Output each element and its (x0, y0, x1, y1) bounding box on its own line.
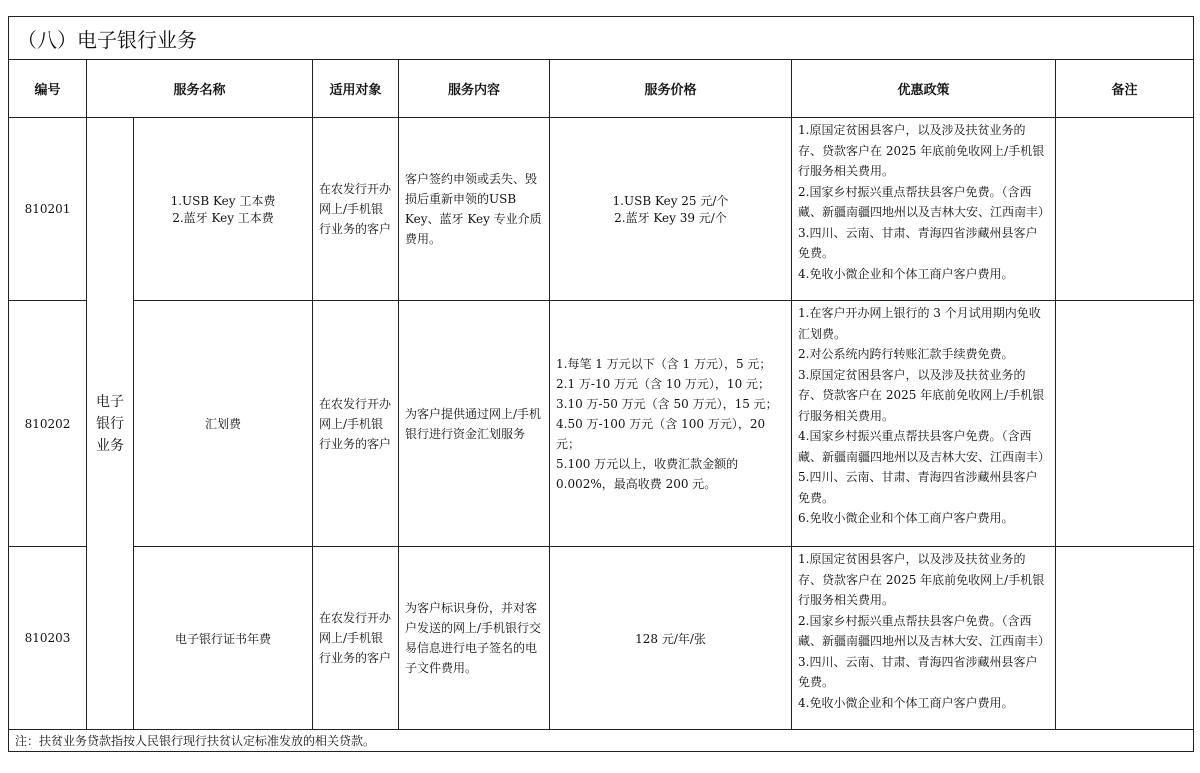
policy-line: 2.对公系统内跨行转账汇款手续费免费。 (798, 347, 1014, 361)
fee-table (8, 16, 1194, 752)
section-title: （八）电子银行业务 (9, 17, 1194, 60)
row-service-name (134, 547, 313, 730)
header-price: 服务价格 (550, 60, 792, 118)
policy-line: 1.原国定贫困县客户，以及涉及扶贫业务的存、贷款客户在 2025 年底前免收网上/手机银行服务相关费用。 (798, 552, 1045, 607)
row-code: 810203 (9, 547, 87, 730)
policy-line: 1.在客户开办网上银行的 3 个月试用期内免收汇划费。 (798, 306, 1041, 341)
policy-line: 2.国家乡村振兴重点帮扶县客户免费。（含西藏、新疆南疆四地州以及吉林大安、江西南丰） (798, 613, 1051, 648)
row-target: 在农发行开办网上/手机银行业务的客户 (313, 118, 399, 301)
footnote: 注：扶贫业务贷款指按人民银行现行扶贫认定标准发放的相关贷款。 (9, 730, 1194, 752)
header-policy: 优惠政策 (792, 60, 1056, 118)
row-price (550, 547, 792, 730)
service-name-line: 汇划费 (204, 417, 241, 431)
price-line: 5.100 万元以上，收费汇款金额的 0.002%，最高收费 200 元。 (556, 456, 739, 491)
header-code: 编号 (9, 60, 87, 118)
policy-line: 4.免收小微企业和个体工商户客户费用。 (798, 695, 1014, 710)
row-remark (1056, 547, 1194, 730)
policy-line: 5.四川、云南、甘肃、青海四省涉藏州县客户免费。 (798, 470, 1038, 505)
row-code: 810202 (9, 301, 87, 547)
price-line: 1.USB Key 25 元/个 (612, 194, 729, 208)
row-policy (792, 118, 1056, 301)
category-label: 电子银行业务 (96, 393, 124, 454)
row-price (550, 118, 792, 301)
header-remark: 备注 (1056, 60, 1194, 118)
row-content: 为客户标识身份，并对客户发送的网上/手机银行交易信息进行电子签名的电子文件费用。 (399, 547, 550, 730)
row-price (550, 301, 792, 547)
policy-line: 1.原国定贫困县客户，以及涉及扶贫业务的存、贷款客户在 2025 年底前免收网上/手机银行服务相关费用。 (798, 123, 1045, 178)
price-line: 2.1 万-10 万元（含 10 万元），10 元； (556, 376, 771, 391)
table-row (9, 118, 1194, 301)
policy-line: 6.免收小微企业和个体工商户客户费用。 (798, 511, 1014, 525)
row-content: 为客户提供通过网上/手机银行进行资金汇划服务 (399, 301, 550, 547)
price-line: 2.蓝牙 Key 39 元/个 (614, 211, 727, 225)
row-target: 在农发行开办网上/手机银行业务的客户 (313, 301, 399, 547)
header-row (9, 60, 1194, 118)
row-service-name (134, 301, 313, 547)
row-target: 在农发行开办网上/手机银行业务的客户 (313, 547, 399, 730)
row-code: 810201 (9, 118, 87, 301)
policy-line: 3.原国定贫困县客户，以及涉及扶贫业务的存、贷款客户在 2025 年底前免收网上/手机银行服务相关费用。 (798, 367, 1045, 423)
price-line: 1.每笔 1 万元以下（含 1 万元），5 元； (556, 356, 772, 371)
row-content: 客户签约申领或丢失、毁损后重新申领的USB Key、蓝牙 Key 专业介质费用。 (399, 118, 550, 301)
header-service-name: 服务名称 (87, 60, 313, 118)
header-content: 服务内容 (399, 60, 550, 118)
service-name-line: 电子银行证书年费 (174, 631, 271, 646)
price-line: 128 元/年/张 (635, 631, 706, 646)
policy-line: 3.四川、云南、甘肃、青海四省涉藏州县客户免费。 (798, 654, 1038, 689)
policy-line: 2.国家乡村振兴重点帮扶县客户免费。（含西藏、新疆南疆四地州以及吉林大安、江西南丰） (798, 184, 1051, 219)
category-cell (87, 118, 134, 730)
table-row (9, 547, 1194, 730)
header-target: 适用对象 (313, 60, 399, 118)
service-name-line: 2.蓝牙 Key 工本费 (172, 211, 274, 225)
row-policy (792, 547, 1056, 730)
row-remark (1056, 118, 1194, 301)
service-name-line: 1.USB Key 工本费 (170, 194, 276, 208)
row-service-name (134, 118, 313, 301)
row-policy (792, 301, 1056, 547)
policy-line: 4.国家乡村振兴重点帮扶县客户免费。（含西藏、新疆南疆四地州以及吉林大安、江西南丰） (798, 429, 1051, 464)
price-line: 3.10 万-50 万元（含 50 万元），15 元； (556, 396, 778, 411)
row-remark (1056, 301, 1194, 547)
table-row (9, 301, 1194, 547)
fee-table-sheet (8, 16, 1193, 752)
price-line: 4.50 万-100 万元（含 100 万元），20 元； (556, 416, 766, 451)
policy-line: 4.免收小微企业和个体工商户客户费用。 (798, 266, 1014, 281)
policy-line: 3.四川、云南、甘肃、青海四省涉藏州县客户免费。 (798, 225, 1038, 260)
